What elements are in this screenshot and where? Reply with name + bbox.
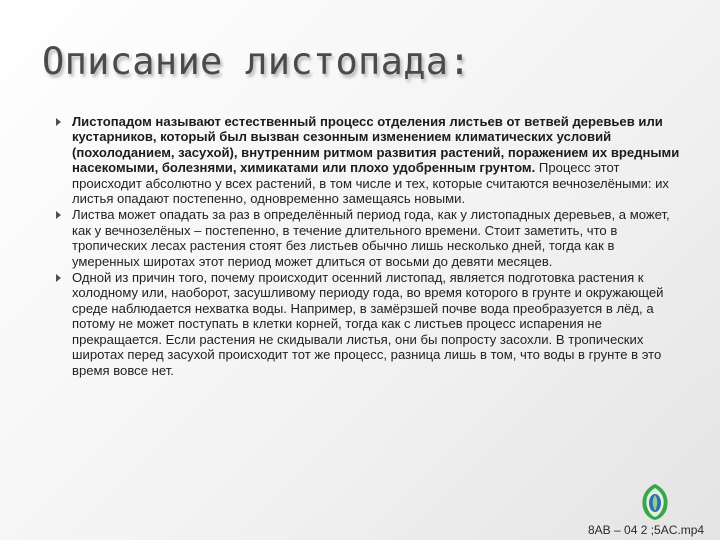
- emblem-logo-icon: [640, 483, 670, 521]
- bullet-text: Одной из причин того, почему происходит осенний листопад, является подготовка растения к холодному или, наоборот, засушливому периоду года, во время которого в грунте и окружающей среде наблюдается нехватка воды. Например, в замёрзшей почве вода преобразуется в лёд, а потому не может поступать в клетки корней, тогда как с листьев процесс испарения не прекращается. Если растения не скидывали листья, они бы попросту засохли. В тропических широтах перед засухой происходит тот же процесс, разница лишь в том, что воды в грунте в это время вовсе нет.: [72, 270, 664, 378]
- bullet-item: [52, 270, 684, 378]
- bullet-text: Листва может опадать за раз в определённый период года, как у листопадных деревьев, а может, как у вечнозелёных – постепенно, в течение длительного времени. Стоит заметить, что в тропических лесах растения стоят без листьев обычно лишь несколько дней, тогда как в умеренных широтах этот период может длиться от восьми до девяти месяцев.: [72, 207, 670, 269]
- slide-title: Описание листопада:: [42, 40, 471, 83]
- bullet-arrow-icon: [56, 274, 61, 282]
- bullet-arrow-icon: [56, 211, 61, 219]
- bullet-item: [52, 207, 684, 269]
- bullet-list: [52, 114, 684, 379]
- bullet-item: [52, 114, 684, 206]
- video-filename-watermark: 8AB – 04 2 ;5AC.mp4: [588, 523, 705, 537]
- bullet-arrow-icon: [56, 118, 61, 126]
- bullet-bold-text: Листопадом называют естественный процесс отделения листьев от ветвей деревьев или кустарников, который был вызван сезонным изменением климатических условий (похолоданием, засухой), внутренним ритмом развития растений, поражением их вредными насекомыми, болезнями, химикатами или плохо удобренным грунтом.: [72, 114, 680, 176]
- bullet-text: Процесс этот происходит абсолютно у всех растений, в том числе и тех, которые считаются вечнозелёными: их листья опадают постепенно, одновременно замещаясь новыми.: [72, 160, 669, 207]
